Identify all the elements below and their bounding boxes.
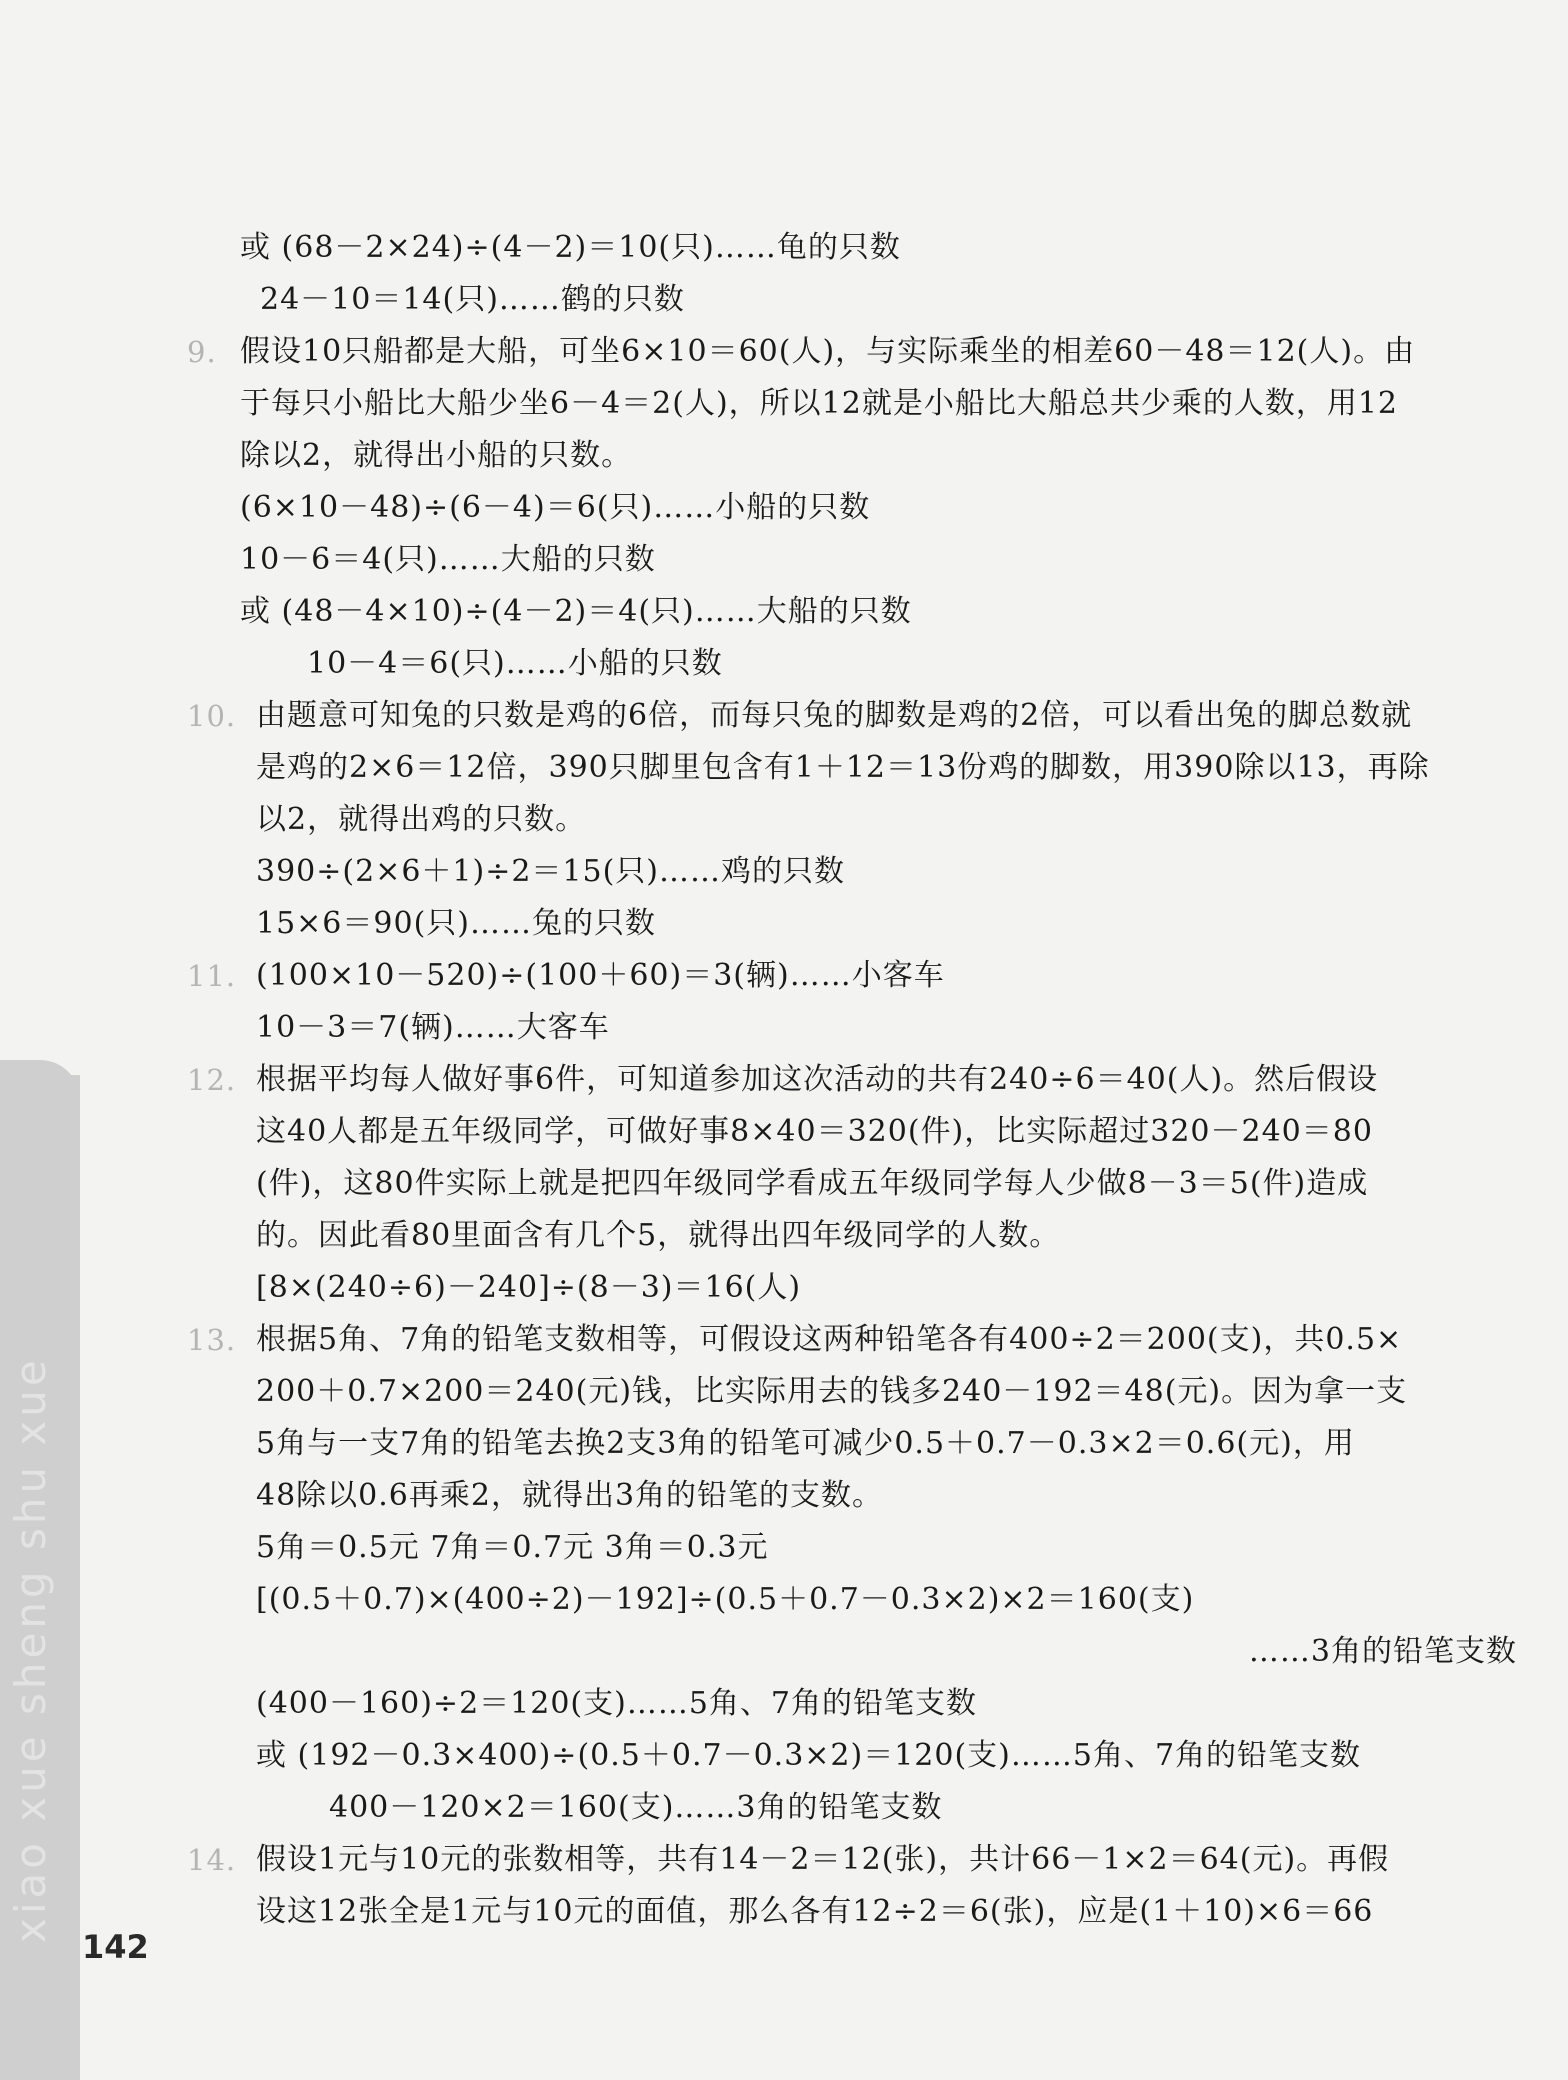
formula-line: (100×10－520)÷(100＋60)＝3(辆)……小客车 [256,958,945,993]
text-line: 这40人都是五年级同学，可做好事8×40＝320(件)，比实际超过320－240＝80 [256,1114,1373,1149]
text-line: 设这12张全是1元与10元的面值，那么各有12÷2＝6(张)，应是(1＋10)×6＝66 [256,1894,1374,1929]
formula-line: 或 (48－4×10)÷(4－2)＝4(只)……大船的只数 [240,594,912,629]
text-line: 于每只小船比大船少坐6－4＝2(人)，所以12就是小船比大船总共少乘的人数，用12 [240,386,1399,421]
answer-content [187,222,1525,1938]
formula-line: 15×6＝90(只)……兔的只数 [256,906,656,941]
side-tab-text: xiao xue sheng shu xue [6,1356,55,1944]
text-line: (件)，这80件实际上就是把四年级同学看成五年级同学每人少做8－3＝5(件)造成 [256,1166,1369,1201]
formula-line: [(0.5＋0.7)×(400÷2)－192]÷(0.5＋0.7－0.3×2)×2＝160(支) [256,1582,1195,1617]
text-line: 48除以0.6再乘2，就得出3角的铅笔的支数。 [256,1478,884,1513]
formula-line: 或 (192－0.3×400)÷(0.5＋0.7－0.3×2)＝120(支)……5角、7角的铅笔支数 [256,1738,1362,1773]
item-number: 9. [187,335,217,369]
formula-line: (400－160)÷2＝120(支)……5角、7角的铅笔支数 [256,1686,977,1721]
answer-item-14 [187,1834,1525,1938]
item-number: 10. [187,699,237,733]
text-line: 的。因此看80里面含有几个5，就得出四年级同学的人数。 [256,1218,1061,1253]
text-line: 除以2，就得出小船的只数。 [240,438,633,473]
text-line: 200＋0.7×200＝240(元)钱，比实际用去的钱多240－192＝48(元)。因为拿一支 [256,1374,1408,1409]
answer-item-11 [187,950,1525,1054]
page-number: 142 [82,1928,149,1966]
answer-item-9 [187,326,1525,690]
text-line: 5角与一支7角的铅笔去换2支3角的铅笔可减少0.5＋0.7－0.3×2＝0.6(元)，用 [256,1426,1355,1461]
text-line: 是鸡的2×6＝12倍，390只脚里包含有1＋12＝13份鸡的脚数，用390除以13，再除 [256,750,1430,785]
formula-line: ……3角的铅笔支数 [1248,1634,1517,1669]
formula-line: 400－120×2＝160(支)……3角的铅笔支数 [329,1790,943,1825]
item-number: 12. [187,1063,237,1097]
formula-line: 390÷(2×6＋1)÷2＝15(只)……鸡的只数 [256,854,846,889]
formula-line: (6×10－48)÷(6－4)＝6(只)……小船的只数 [240,490,871,525]
formula-line: [8×(240÷6)－240]÷(8－3)＝16(人) [256,1270,802,1305]
text-line: 以2，就得出鸡的只数。 [256,802,587,837]
item-number: 13. [187,1323,237,1357]
formula-line: 10－4＝6(只)……小船的只数 [307,646,723,681]
answer-item-13 [187,1314,1525,1834]
formula-line: 24－10＝14(只)……鹤的只数 [260,282,685,317]
item-number: 11. [187,959,237,993]
text-line: 根据平均每人做好事6件，可知道参加这次活动的共有240÷6＝40(人)。然后假设 [256,1062,1379,1097]
formula-line: 或 (68－2×24)÷(4－2)＝10(只)……龟的只数 [240,230,901,265]
formula-line: 5角＝0.5元 7角＝0.7元 3角＝0.3元 [256,1530,769,1565]
answer-item-10 [187,690,1525,950]
text-line: 根据5角、7角的铅笔支数相等，可假设这两种铅笔各有400÷2＝200(支)，共0.5× [256,1322,1403,1357]
formula-line: 10－3＝7(辆)……大客车 [256,1010,610,1045]
text-line: 假设10只船都是大船，可坐6×10＝60(人)，与实际乘坐的相差60－48＝12(人)。由 [240,334,1416,369]
formula-line: 10－6＝4(只)……大船的只数 [240,542,656,577]
text-line: 由题意可知兔的只数是鸡的6倍，而每只兔的脚数是鸡的2倍，可以看出兔的脚总数就 [256,698,1413,733]
item-number: 14. [187,1843,237,1877]
answer-item-12 [187,1054,1525,1314]
text-line: 假设1元与10元的张数相等，共有14－2＝12(张)，共计66－1×2＝64(元)。再假 [256,1842,1390,1877]
